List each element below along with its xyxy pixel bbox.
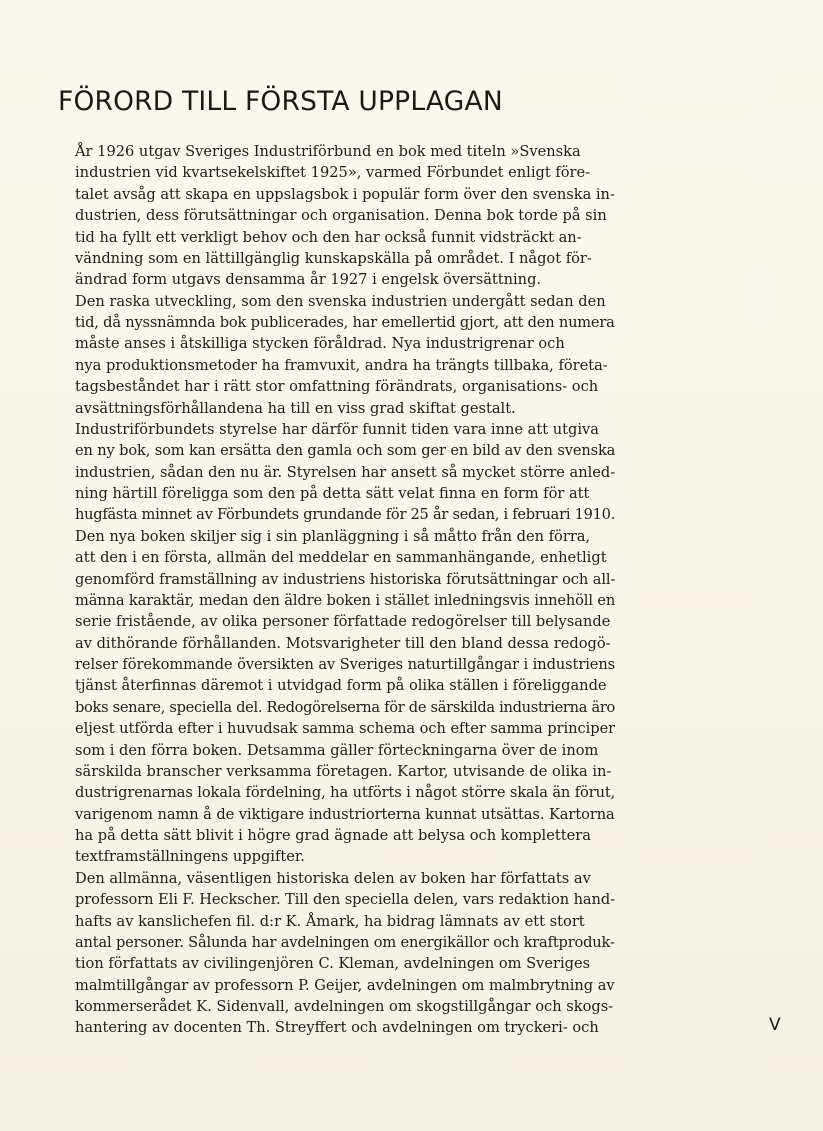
text-line: Den allmänna, väsentligen historiska delen av boken har författats av bbox=[75, 869, 591, 887]
text-line: industrien, sådan den nu är. Styrelsen har ansett så mycket större anled- bbox=[75, 463, 616, 481]
text-line: kommerserådet K. Sidenvall, avdelningen om skogstillgångar och skogs- bbox=[75, 998, 614, 1015]
text-line: År 1926 utgav Sveriges Industriförbund en bok med titeln »Svenska bbox=[75, 143, 581, 160]
text-line: Den raska utveckling, som den svenska industrien undergått sedan den bbox=[75, 292, 606, 310]
text-line: textframställningens uppgifter. bbox=[75, 848, 305, 866]
text-line: antal personer. Sålunda har avdelningen om energikällor och kraftproduk- bbox=[75, 933, 615, 951]
text-line: avsättningsförhållandena ha till en viss grad skiftat gestalt. bbox=[75, 399, 516, 417]
text-line: varigenom namn å de viktigare industriorterna kunnat utsättas. Kartorna bbox=[75, 805, 615, 823]
text-line: ning härtill föreligga som den på detta sätt velat finna en form för att bbox=[75, 485, 590, 502]
paragraph-5 bbox=[75, 868, 615, 1039]
text-line: männa karaktär, medan den äldre boken i stället inledningsvis innehöll en bbox=[75, 591, 616, 609]
text-line: en ny bok, som kan ersätta den gamla och som ger en bild av den svenska bbox=[75, 442, 616, 460]
text-line: särskilda branscher verksamma företagen. Kartor, utvisande de olika in- bbox=[75, 762, 612, 780]
text-line: tjänst återfinnas däremot i utvidgad form på olika ställen i föreliggande bbox=[75, 677, 607, 695]
page-number: V bbox=[769, 1015, 781, 1035]
text-line: professorn Eli F. Heckscher. Till den speciella delen, vars redaktion hand- bbox=[75, 891, 615, 909]
text-line: dustrigrenarnas lokala fördelning, ha utförts i något större skala än förut, bbox=[75, 784, 616, 802]
paragraph-2 bbox=[75, 291, 615, 419]
text-line: tid ha fyllt ett verkligt behov och den har också funnit vidsträckt an- bbox=[75, 228, 582, 246]
text-line: eljest utförda efter i huvudsak samma schema och efter samma principer bbox=[75, 720, 616, 738]
text-line: Den nya boken skiljer sig i sin planläggning i så måtto från den förra, bbox=[75, 527, 591, 545]
text-line: industrien vid kvartsekelskiftet 1925», varmed Förbundet enligt före- bbox=[75, 164, 591, 182]
text-line: vändning som en lättillgänglig kunskapskälla på området. I något för- bbox=[75, 249, 592, 267]
page-title: FÖRORD TILL FÖRSTA UPPLAGAN bbox=[58, 86, 503, 117]
text-line: ha på detta sätt blivit i högre grad ägnade att belysa och komplettera bbox=[75, 827, 591, 844]
text-line: hantering av docenten Th. Streyffert och avdelningen om tryckeri- och bbox=[75, 1019, 599, 1037]
text-line: serie fristående, av olika personer författade redogörelser till belysande bbox=[75, 613, 611, 631]
text-line: genomförd framställning av industriens historiska förutsättningar och all- bbox=[75, 570, 616, 588]
body-text bbox=[75, 141, 615, 1039]
text-line: relser förekommande översikten av Sveriges naturtillgångar i industriens bbox=[75, 656, 616, 673]
text-line: hafts av kanslichefen fil. d:r K. Åmark, ha bidrag lämnats av ett stort bbox=[75, 912, 585, 930]
text-line: tion författats av civilingenjören C. Kleman, avdelningen om Sveriges bbox=[75, 955, 591, 973]
paragraph-1 bbox=[75, 141, 615, 291]
text-line: tid, då nyssnämnda bok publicerades, har emellertid gjort, att den numera bbox=[75, 314, 615, 331]
paragraph-3 bbox=[75, 419, 615, 526]
text-line: talet avsåg att skapa en uppslagsbok i populär form över den svenska in- bbox=[75, 185, 615, 203]
text-line: malmtillgångar av professorn P. Geijer, avdelningen om malmbrytning av bbox=[75, 976, 615, 994]
text-line: boks senare, speciella del. Redogörelserna för de särskilda industrierna äro bbox=[75, 698, 616, 716]
text-line: Industriförbundets styrelse har därför funnit tiden vara inne att utgiva bbox=[75, 420, 599, 438]
text-line: dustrien, dess förutsättningar och organisation. Denna bok torde på sin bbox=[75, 207, 607, 225]
text-line: att den i en första, allmän del meddelar en sammanhängande, enhetligt bbox=[75, 549, 607, 567]
text-line: måste anses i åtskilliga stycken föråldrad. Nya industrigrenar och bbox=[75, 335, 565, 353]
text-line: hugfästa minnet av Förbundets grundande för 25 år sedan, i februari 1910. bbox=[75, 506, 616, 524]
text-line: av dithörande förhållanden. Motsvarigheter till den bland dessa redogö- bbox=[75, 634, 611, 652]
paragraph-4 bbox=[75, 526, 615, 868]
text-line: som i den förra boken. Detsamma gäller förteckningarna över de inom bbox=[75, 741, 599, 759]
text-line: nya produktionsmetoder ha framvuxit, andra ha trängts tillbaka, företa- bbox=[75, 356, 608, 374]
text-line: ändrad form utgavs densamma år 1927 i engelsk översättning. bbox=[75, 271, 542, 289]
text-line: tagsbeståndet har i rätt stor omfattning förändrats, organisations- och bbox=[75, 378, 599, 396]
